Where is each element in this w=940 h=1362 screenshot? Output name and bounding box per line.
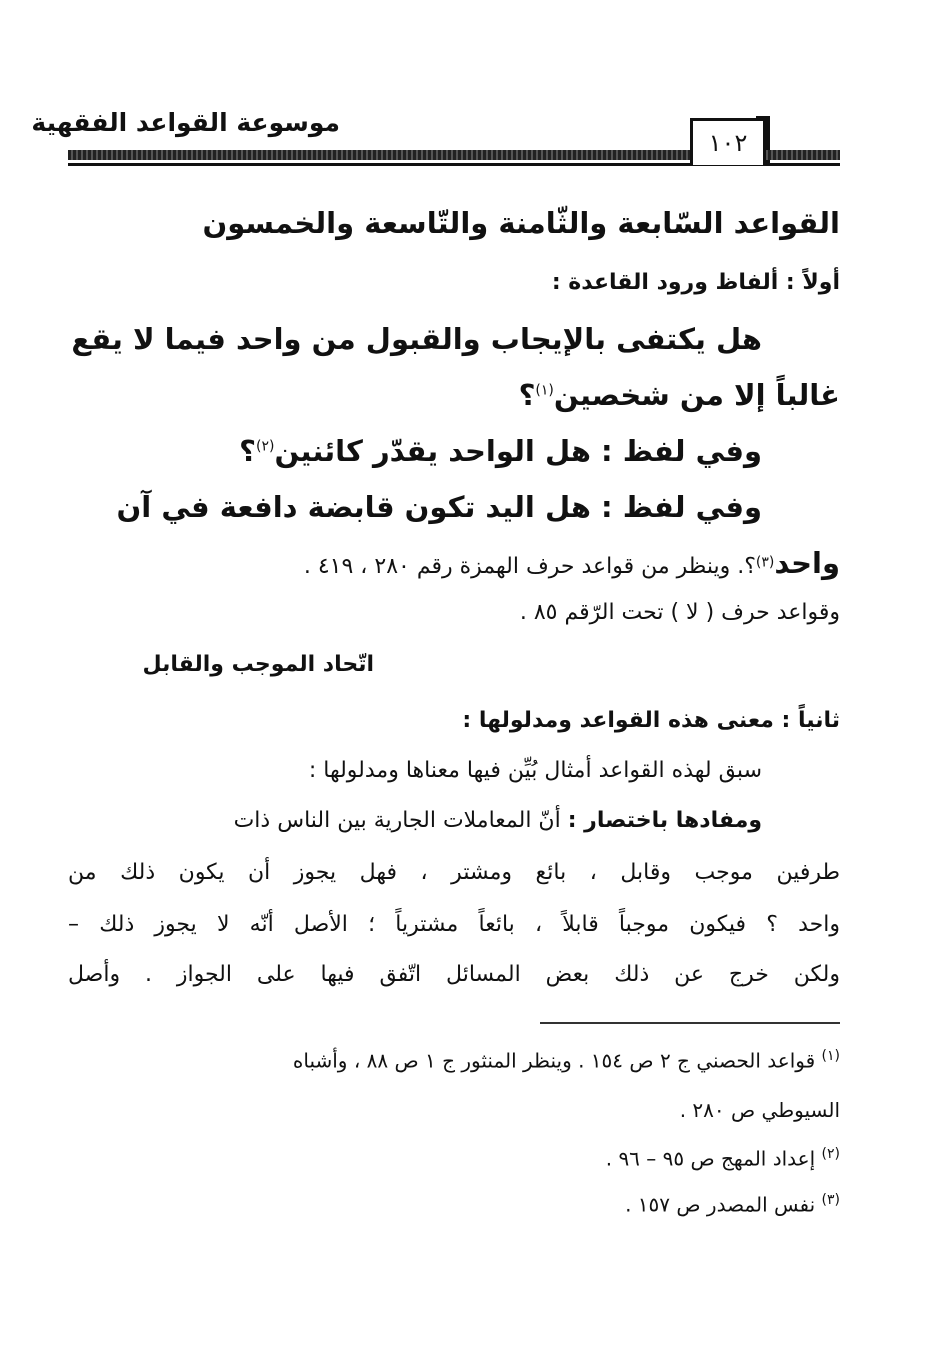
summary-line-2: طرفين موجب وقابل ، بائع ومشتر ، فهل يجوز أن يكون ذلك من <box>68 860 840 885</box>
variant-2-line-2 <box>68 546 840 580</box>
variant-2-word: واحد <box>774 546 840 580</box>
rule-line-1: هل يكتفى بالإيجاب والقبول من واحد فيما لا يقع <box>71 322 762 356</box>
first-heading: أولاً : ألفاظ ورود القاعدة : <box>551 270 840 295</box>
footnote-2 <box>68 1146 840 1171</box>
reference-line: وقواعد حرف ( لا ) تحت الرّقم ٨٥ . <box>519 600 840 625</box>
footnote-ref-2: (٢) <box>255 438 275 455</box>
variant-1-text: وفي لفظ : هل الواحد يقدّر كائنين <box>274 434 762 468</box>
summary-line-3: واحد ؟ فيكون موجباً قابلاً ، بائعاً مشترياً ؛ الأصل أنّه لا يجوز ذلك – <box>68 912 840 937</box>
footnote-1 <box>68 1048 840 1073</box>
footnote-3-text: نفس المصدر ص ١٥٧ . <box>625 1192 816 1217</box>
rule-line-2-text: غالباً إلا من شخصين <box>553 378 840 412</box>
rule-line-2 <box>68 378 840 412</box>
second-heading: ثانياً : معنى هذه القواعد ومدلولها : <box>462 708 840 733</box>
page-number <box>690 118 766 165</box>
meaning-line: سبق لهذه القواعد أمثال بُيِّن فيها معناها ومدلولها : <box>308 758 762 783</box>
section-title: القواعد السّابعة والثّامنة والتّاسعة والخمسون <box>202 206 840 240</box>
summary-label: ومفادها باختصار : <box>567 808 762 833</box>
footnote-2-text: إعداد المهج ص ٩٥ – ٩٦ . <box>605 1146 816 1171</box>
running-title: موسوعة القواعد الفقهية <box>31 108 340 137</box>
summary-line-1 <box>68 808 762 833</box>
page-number-text: ١٠٢ <box>708 129 748 157</box>
footnote-1-mark: (١) <box>821 1048 840 1064</box>
rule-line-2-end: ؟ <box>518 378 536 412</box>
variant-1 <box>0 434 762 468</box>
variant-2-rest: ؟. وينظر من قواعد حرف الهمزة رقم ٢٨٠ ، ٤١٩ . <box>303 554 756 579</box>
summary-line-4: ولكن خرج عن ذلك بعض المسائل اتّفق فيها على الجواز . وأصل <box>68 962 840 987</box>
variant-2-line-1: وفي لفظ : هل اليد تكون قابضة دافعة في آن <box>116 490 762 524</box>
footnote-1-text: قواعد الحصني ج ٢ ص ١٥٤ . وينظر المنثور ج ١ ص ٨٨ ، وأشباه <box>292 1048 816 1073</box>
footnote-separator <box>540 1022 840 1024</box>
footnote-3 <box>68 1192 840 1217</box>
footnote-1-cont-text: السيوطي ص ٢٨٠ . <box>679 1098 840 1122</box>
footnote-ref-3: (٣) <box>755 554 775 571</box>
footnote-2-mark: (٢) <box>821 1146 840 1162</box>
variant-1-end: ؟ <box>239 434 256 468</box>
footnote-ref-1: (١) <box>535 382 554 399</box>
footnote-3-mark: (٣) <box>821 1192 840 1208</box>
footnote-1-continued <box>68 1098 840 1122</box>
subtitle: اتّحاد الموجب والقابل <box>142 652 374 677</box>
summary-line-1-text: أنّ المعاملات الجارية بين الناس ذات <box>233 808 561 833</box>
